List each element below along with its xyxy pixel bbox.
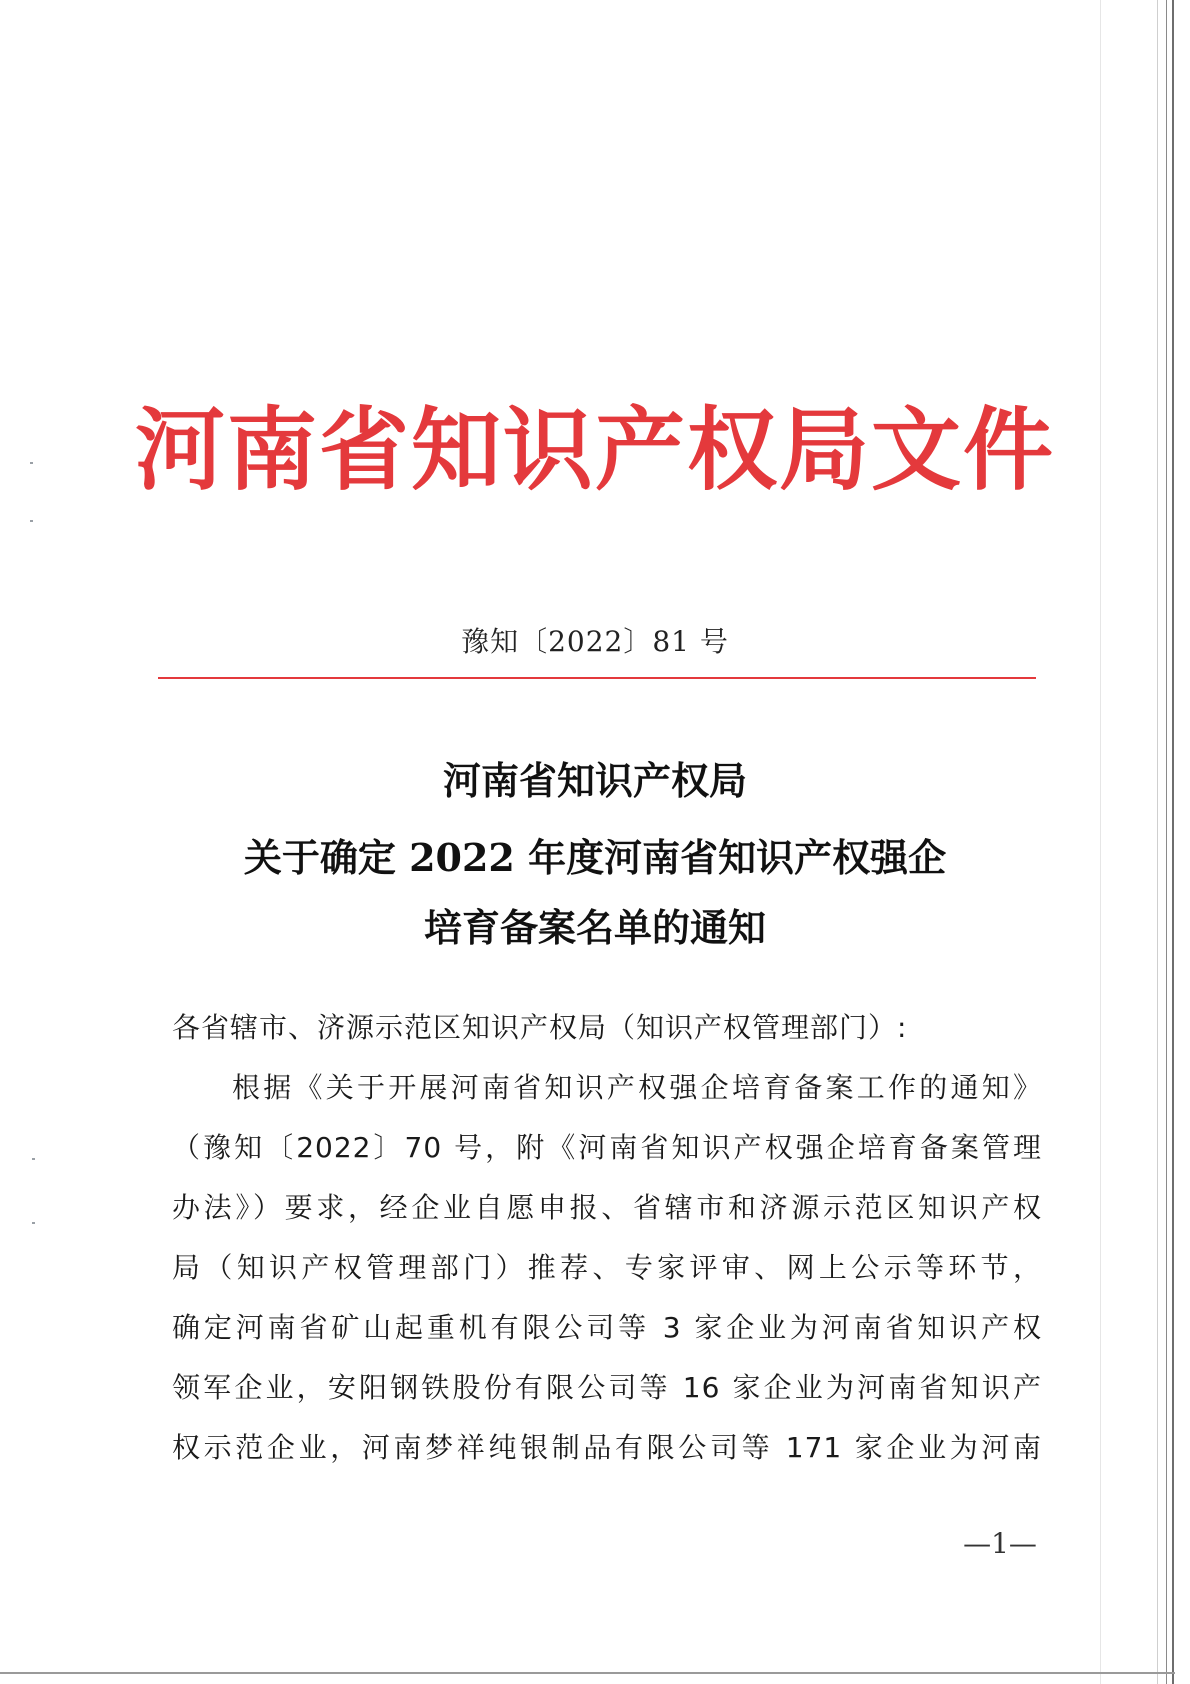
scan-speck	[30, 520, 33, 522]
body-text-line: 根据《关于开展河南省知识产权强企培育备案工作的通知》	[232, 1071, 1042, 1104]
body-text-line: 领军企业，安阳钢铁股份有限公司等 16 家企业为河南省知识产	[172, 1371, 1042, 1404]
body-text-line: （豫知〔2022〕70 号，附《河南省知识产权强企培育备案管理	[172, 1131, 1042, 1164]
body-text-line: 办法》）要求，经企业自愿申报、省辖市和济源示范区知识产权	[172, 1191, 1042, 1224]
body-text-line: 确定河南省矿山起重机有限公司等 3 家企业为河南省知识产权	[172, 1311, 1042, 1344]
page-number: —1—	[963, 1527, 1037, 1560]
red-separator-line	[158, 677, 1036, 679]
body-text-line: 局（知识产权管理部门）推荐、专家评审、网上公示等环节，	[172, 1251, 1042, 1284]
scan-speck	[32, 1222, 35, 1224]
scan-bottom-edge	[0, 1672, 1175, 1674]
scan-speck	[32, 1158, 35, 1160]
document-title-line-2: 关于确定 2022 年度河南省知识产权强企	[243, 835, 947, 880]
issuer-header: 河南省知识产权局文件	[135, 398, 1055, 503]
body-text-line: 权示范企业，河南梦祥纯银制品有限公司等 171 家企业为河南	[172, 1431, 1042, 1464]
document-number: 豫知〔2022〕81 号	[461, 625, 729, 658]
document-title-line-1: 河南省知识产权局	[442, 758, 747, 803]
salutation-line: 各省辖市、济源示范区知识产权局（知识产权管理部门）:	[172, 1011, 908, 1044]
document-title-line-3: 培育备案名单的通知	[423, 905, 766, 950]
